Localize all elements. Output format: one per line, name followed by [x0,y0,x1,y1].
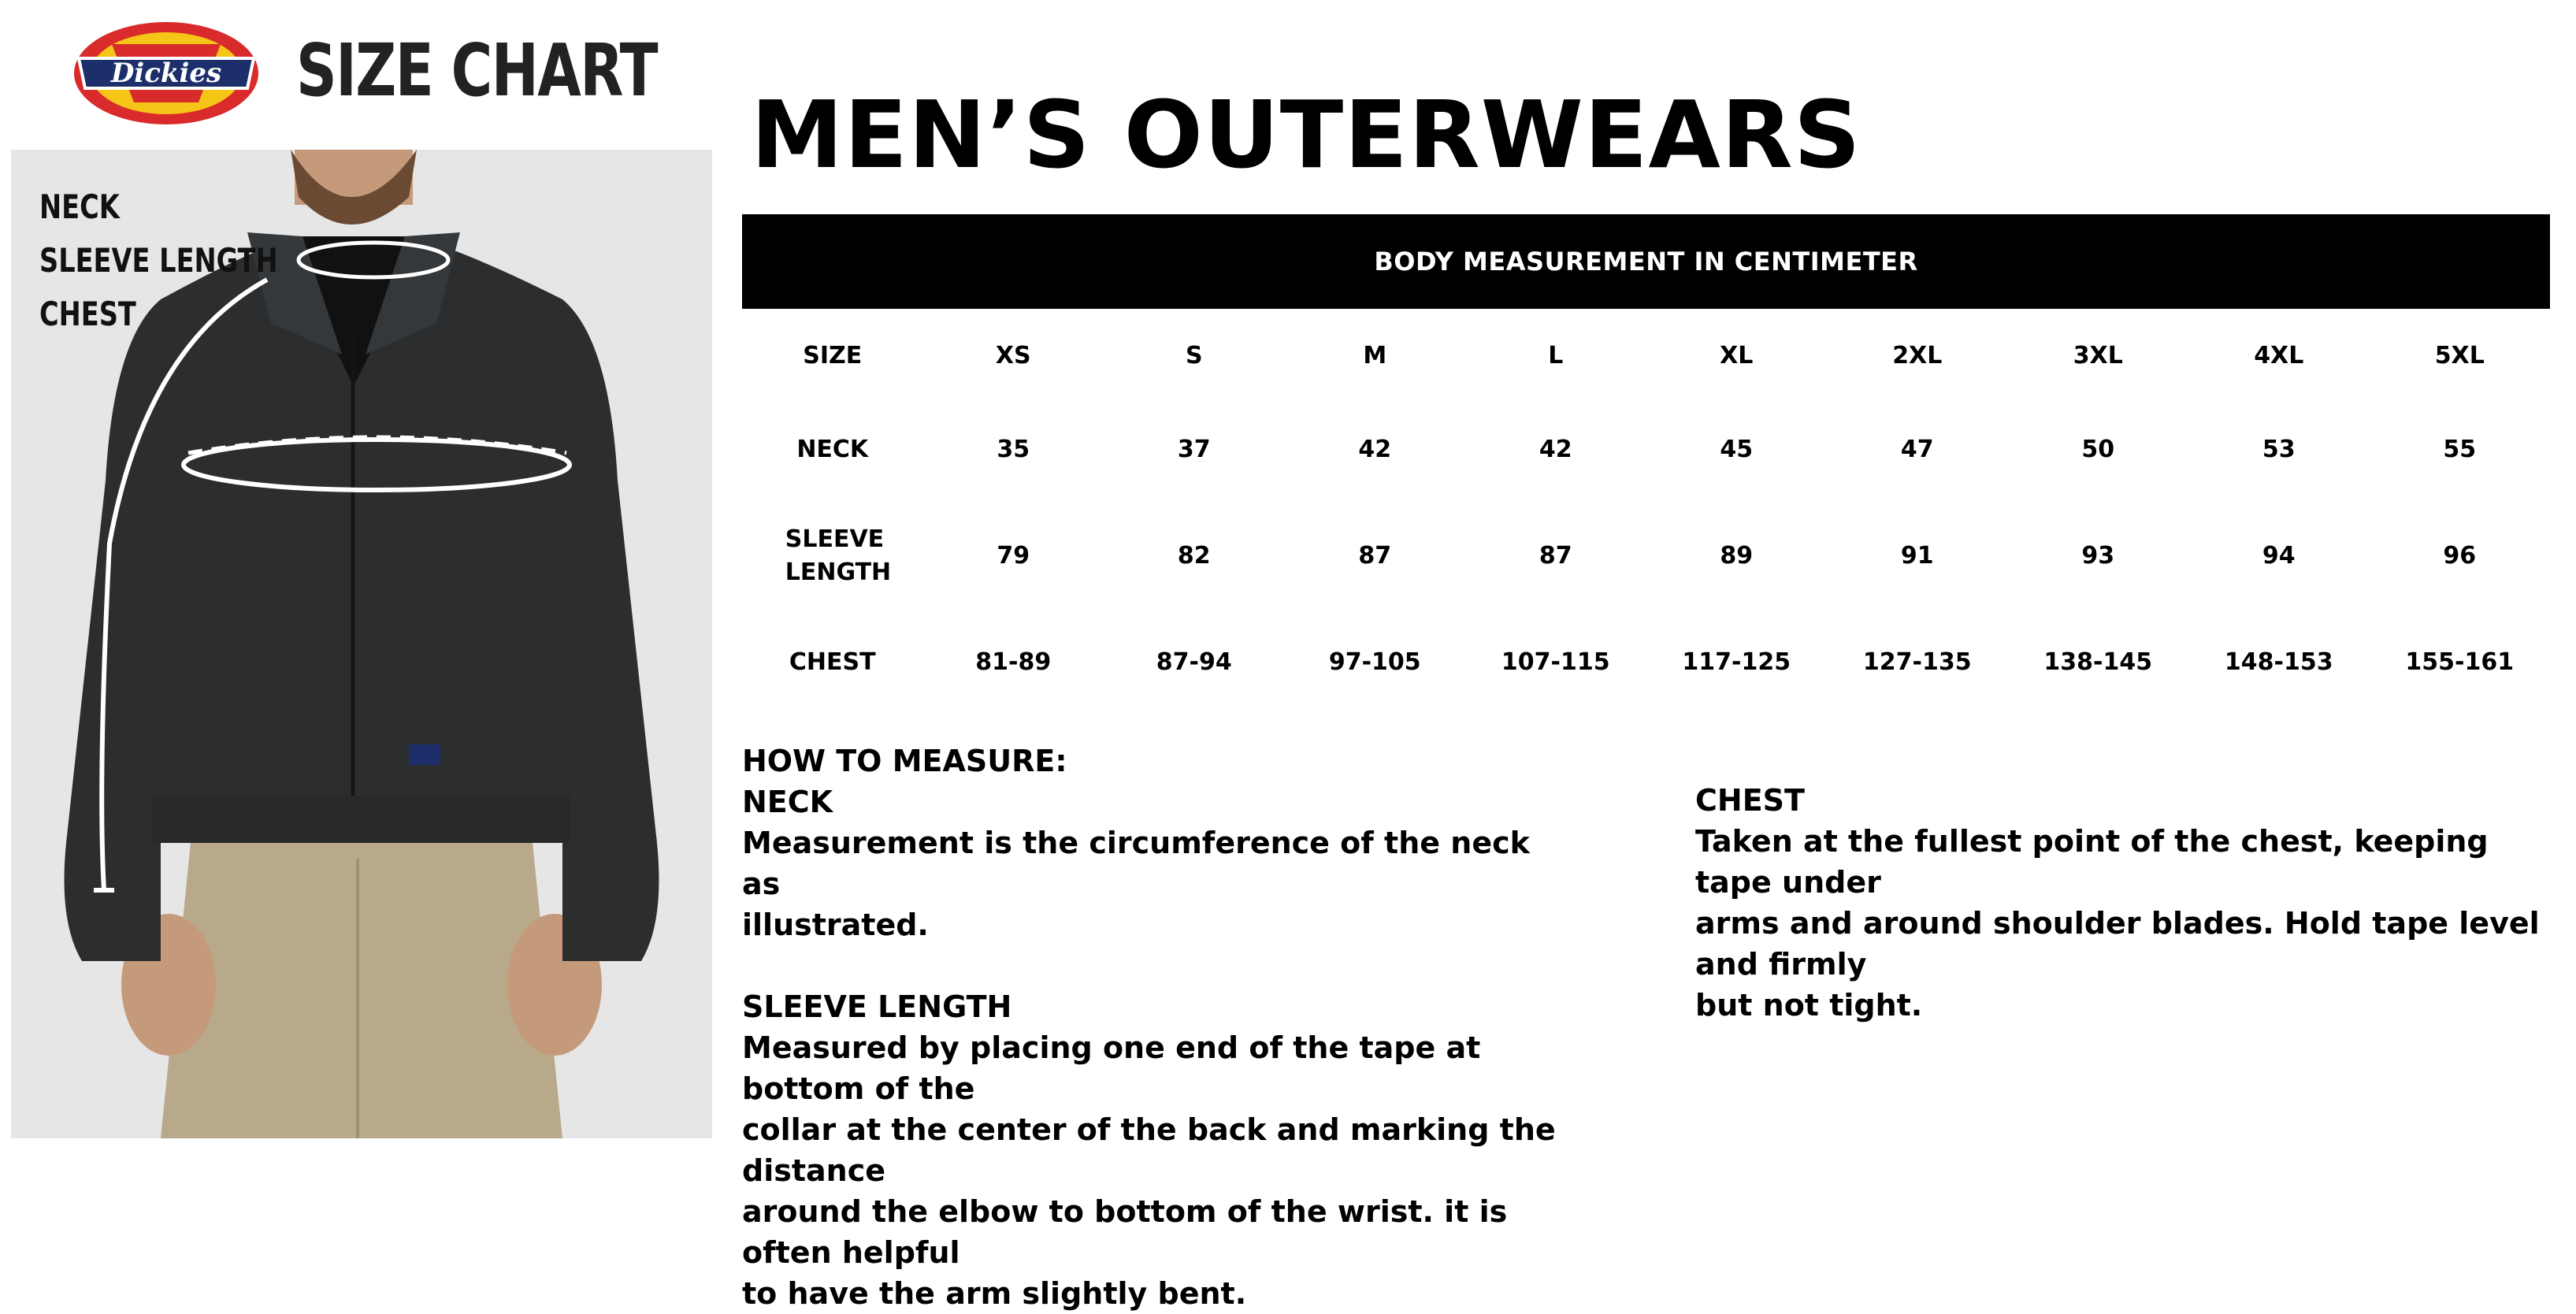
table-row-chest [742,616,2550,709]
table-cell: 93 [2081,542,2115,570]
table-cell: XS [995,342,1031,369]
table-cell: 87 [1358,542,1392,570]
sleeve-text-line: collar at the center of the back and marking the distance [742,1112,1556,1188]
table-cell: XL [1720,342,1754,369]
neck-text-line: Measurement is the circumference of the neck as [742,826,1530,901]
how-to-measure [742,741,1577,1314]
size-table [742,309,2550,709]
chest-text-line: but not tight. [1695,988,1923,1023]
table-cell: 96 [2443,542,2477,570]
table-cell: 138-145 [2043,648,2153,676]
table-cell: 89 [1720,542,1754,570]
row-label: SIZE [803,342,863,369]
table-cell: 45 [1720,436,1754,463]
table-cell: 79 [997,542,1030,570]
logo-wordmark: Dickies [110,58,222,89]
table-cell: 5XL [2434,342,2485,369]
table-header: BODY MEASUREMENT IN CENTIMETER [742,214,2550,309]
table-cell: 47 [1900,436,1934,463]
table-cell: 82 [1177,542,1211,570]
table-cell: M [1363,342,1387,369]
neck-heading: NECK [742,785,833,819]
how-to-measure-title: HOW TO MEASURE: [742,744,1067,778]
page-title: MEN’S OUTERWEARS [751,80,1861,189]
table-cell: 91 [1900,542,1934,570]
table-cell: 117-125 [1682,648,1791,676]
neck-text-line: illustrated. [742,908,929,942]
sleeve-text-line: Measured by placing one end of the tape at bottom of the [742,1030,1481,1106]
table-cell: 155-161 [2405,648,2515,676]
table-row-neck [742,403,2550,496]
chest-heading: CHEST [1695,783,1805,818]
sleeve-text-line: to have the arm slightly bent. [742,1276,1247,1311]
photo-label-chest: CHEST [39,295,136,333]
dickies-logo [72,20,260,126]
table-cell: 97-105 [1328,648,1421,676]
sleeve-heading: SLEEVE LENGTH [742,989,1012,1024]
table-cell: 148-153 [2224,648,2333,676]
table-cell: 35 [997,436,1030,463]
chest-instructions [1695,780,2550,1026]
chest-text-line: arms and around shoulder blades. Hold tape level and firmly [1695,906,2540,982]
row-label [742,496,923,616]
row-label: NECK [796,436,869,463]
table-cell: 42 [1539,436,1572,463]
table-cell: 87-94 [1156,648,1232,676]
row-label: CHEST [789,648,876,676]
table-cell: 107-115 [1501,648,1610,676]
table-cell: 53 [2262,436,2296,463]
table-cell: 50 [2081,436,2115,463]
table-cell: 4XL [2254,342,2304,369]
table-row-size [742,309,2550,403]
chest-text-line: Taken at the fullest point of the chest, keeping tape under [1695,824,2489,900]
table-cell: S [1185,342,1203,369]
jacket-photo [11,150,712,1138]
table-cell: 2XL [1892,342,1943,369]
table-cell: L [1548,342,1564,369]
photo-label-sleeve-length: SLEEVE LENGTH [39,241,278,280]
table-cell: 55 [2443,436,2477,463]
row-label-text: SLEEVE LENGTH [785,525,892,586]
photo-label-neck: NECK [39,187,120,226]
table-cell: 127-135 [1862,648,1972,676]
sleeve-text-line: around the elbow to bottom of the wrist. it is often helpful [742,1194,1508,1270]
table-cell: 42 [1358,436,1392,463]
table-cell: 81-89 [975,648,1052,676]
brand-title: SIZE CHART [296,28,658,113]
table-cell: 37 [1177,436,1211,463]
table-cell: 3XL [2073,342,2123,369]
table-cell: 94 [2262,542,2296,570]
table-row-sleeve-length [742,496,2550,616]
table-cell: 87 [1539,542,1572,570]
